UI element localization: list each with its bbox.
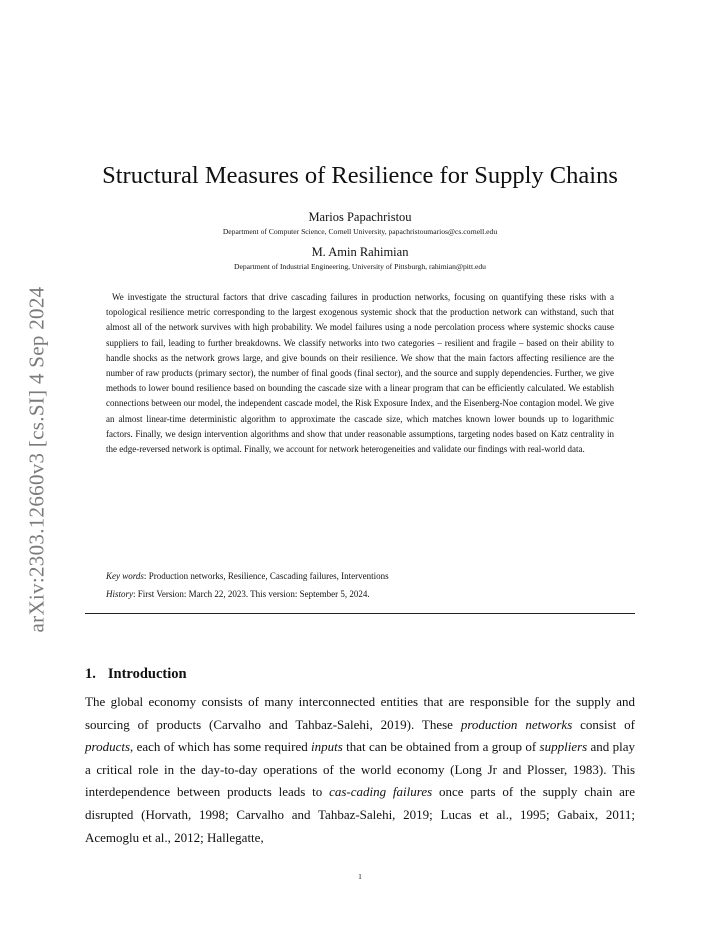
paper-title: Structural Measures of Resilience for Supply Chains [102,162,618,189]
history-text: First Version: March 22, 2023. This version: September 5, 2024. [137,589,370,599]
arxiv-identifier-stamp [22,264,52,654]
history: History: First Version: March 22, 2023. This version: September 5, 2024. [106,589,370,599]
keywords-label: Key words [106,571,144,581]
abstract: We investigate the structural factors that drive cascading failures in production networks, focusing on quantifying these risks with a topological resilience metric corresponding to the largest exogenous systemic shock that the production network can withstand, such that almost all of the network survives with high probability. We model failures using a node percolation process where systemic shocks cause suppliers to fail, leading to further breakdowns. We classify networks into two categories – resilient and fragile – based on their ability to handle shocks as the network grows large, and give bounds on their resilience. We show that the main factors affecting resilience are the number of raw products (primary sector), the number of final goods (final sector), and the source and supply dependencies. Further, we give methods to lower bound resilience based on bounding the cascade size with a linear program that can be efficiently calculated. We establish connections between our model, the independent cascade model, the Risk Exposure Index, and the Eisenberg-Noe contagion model. We give an almost linear-time deterministic algorithm to approximate the cascade size, which matches known lower bounds up to logarithmic factors. Finally, we design intervention algorithms and show that under reasonable assumptions, targeting nodes based on Katz centrality in the edge-reversed network is optimal. Finally, we account for network heterogeneities and validate our findings with real-world data. [106,292,614,455]
author-name-1: Marios Papachristou [308,210,412,224]
intro-paragraph: The global economy consists of many interconnected entities that are responsible for the supply and sourcing of products (Carvalho and Tahbaz-Salehi, 2019). These production networks consist of products, each of which has some required inputs that can be obtained from a group of suppliers and play a critical role in the day-to-day operations of the world economy (Long Jr and Plosser, 1983). This interdependence between products leads to cas-cading failures once parts of the supply chain are disrupted (Horvath, 1998; Carvalho and Tahbaz-Salehi, 2019; Lucas et al., 1995; Gabaix, 2011; Acemoglu et al., 2012; Hallegatte, [85,694,636,845]
author-name-2: M. Amin Rahimian [311,245,409,259]
arxiv-identifier-text: arXiv:2303.12660v3 [cs.SI] 4 Sep 2024 [24,286,49,632]
section-number: 1. [85,666,96,682]
keywords: Key words: Production networks, Resilience, Cascading failures, Interventions [106,571,389,581]
section-divider [85,613,635,614]
section-title: Introduction [107,666,187,682]
history-label: History [106,589,133,599]
page-number: 1 [358,872,362,881]
section-heading [85,666,187,683]
keywords-text: Production networks, Resilience, Cascading failures, Interventions [148,571,389,581]
author-affiliation-2: Department of Industrial Engineering, University of Pittsburgh, rahimian@pitt.edu [234,262,486,271]
author-affiliation-1: Department of Computer Science, Cornell University, papachristoumarios@cs.cornell.edu [222,227,498,236]
